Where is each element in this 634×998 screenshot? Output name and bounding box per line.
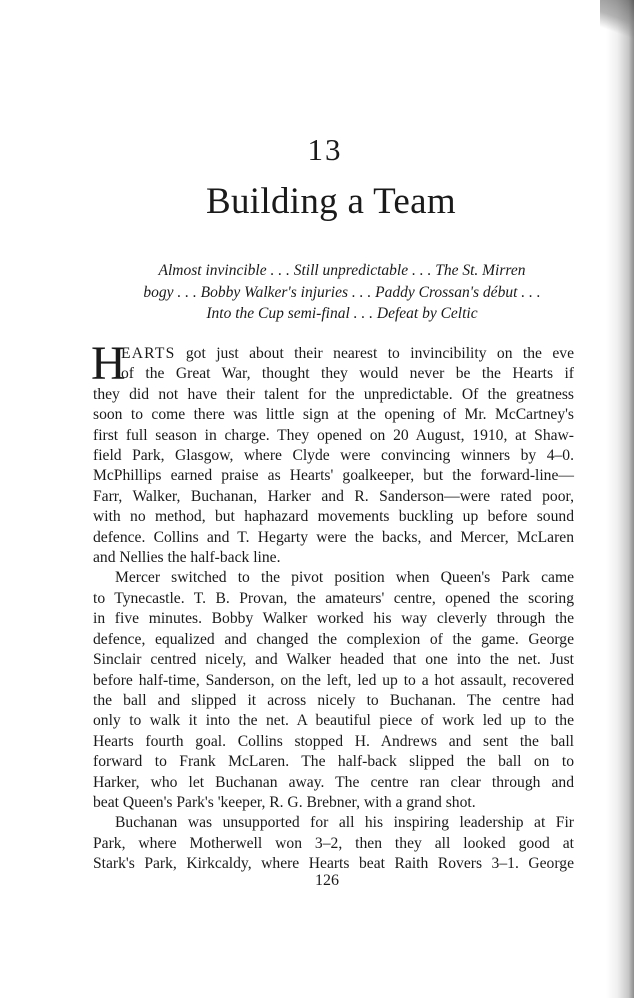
- page-number: 126: [315, 872, 339, 889]
- text-line: Stark's Park, Kirkcaldy, where Hearts beat Raith Rovers 3–1. George: [93, 855, 574, 873]
- text-line: before half-time, Sanderson, on the left, led up to a hot assault, recovered: [93, 671, 574, 689]
- text-line: Hearts fourth goal. Collins stopped H. Andrews and sent the ball: [93, 732, 574, 750]
- text-line: and Nellies the half-back line.: [93, 549, 281, 567]
- text-line: with no method, but haphazard movements buckling up before sound: [93, 508, 574, 526]
- text-line: Mercer switched to the pivot position when Queen's Park came: [115, 569, 574, 587]
- text-line: to Tynecastle. T. B. Provan, the amateurs' centre, opened the scoring: [93, 589, 574, 607]
- text-line: they did not have their talent for the unpredictable. Of the greatness: [93, 385, 574, 403]
- text-line: Harker, who let Buchanan away. The centre ran clear through and: [93, 773, 574, 791]
- text-line: of the Great War, thought they would never be the Hearts if: [121, 365, 574, 383]
- text-line: in five minutes. Bobby Walker worked his way cleverly through the: [93, 610, 574, 628]
- page-corner-shadow: [600, 0, 634, 40]
- text-line: only to walk it into the net. A beautiful piece of work led up to the: [93, 712, 574, 730]
- text-line: defence. Collins and T. Hegarty were the backs, and Mercer, McLaren: [93, 528, 574, 546]
- body-text: [91, 337, 574, 875]
- text-line-rest: got just about their nearest to invincibility on the eve: [175, 345, 574, 362]
- chapter-number: 13: [307, 132, 343, 167]
- chapter-title: Building a Team: [206, 181, 456, 222]
- text-line: McPhillips earned praise as Hearts' goalkeeper, but the forward-line—: [93, 467, 574, 485]
- text-line: soon to come there was little sign at the opening of Mr. McCartney's: [93, 406, 574, 424]
- chapter-synopsis: [112, 260, 572, 325]
- synopsis-line: Almost invincible . . . Still unpredictable . . . The St. Mirren: [158, 262, 526, 279]
- text-line: beat Queen's Park's 'keeper, R. G. Brebner, with a grand shot.: [93, 793, 476, 811]
- text-line: defence, equalized and changed the complexion of the game. George: [93, 630, 574, 648]
- text-line: field Park, Glasgow, where Clyde were convincing winners by 4–0.: [93, 447, 574, 465]
- text-line: Farr, Walker, Buchanan, Harker and R. Sanderson—were rated poor,: [93, 487, 574, 505]
- text-line: [93, 344, 574, 364]
- text-line: Buchanan was unsupported for all his inspiring leadership at Fir: [115, 814, 574, 832]
- synopsis-line: bogy . . . Bobby Walker's injuries . . . Paddy Crossan's début . . .: [143, 283, 541, 301]
- text-line: first full season in charge. They opened on 20 August, 1910, at Shaw-: [93, 426, 574, 444]
- first-word-smallcaps: EARTS: [121, 345, 176, 362]
- text-line: forward to Frank McLaren. The half-back slipped the ball on to: [93, 753, 574, 771]
- text-line: Park, where Motherwell won 3–2, then they all looked good at: [93, 834, 574, 852]
- text-line: Sinclair centred nicely, and Walker headed that one into the net. Just: [93, 651, 574, 669]
- text-line: the ball and slipped it across nicely to Buchanan. The centre had: [93, 691, 574, 709]
- drop-cap: H: [91, 337, 126, 390]
- synopsis-line: Into the Cup semi-final . . . Defeat by Celtic: [206, 305, 478, 322]
